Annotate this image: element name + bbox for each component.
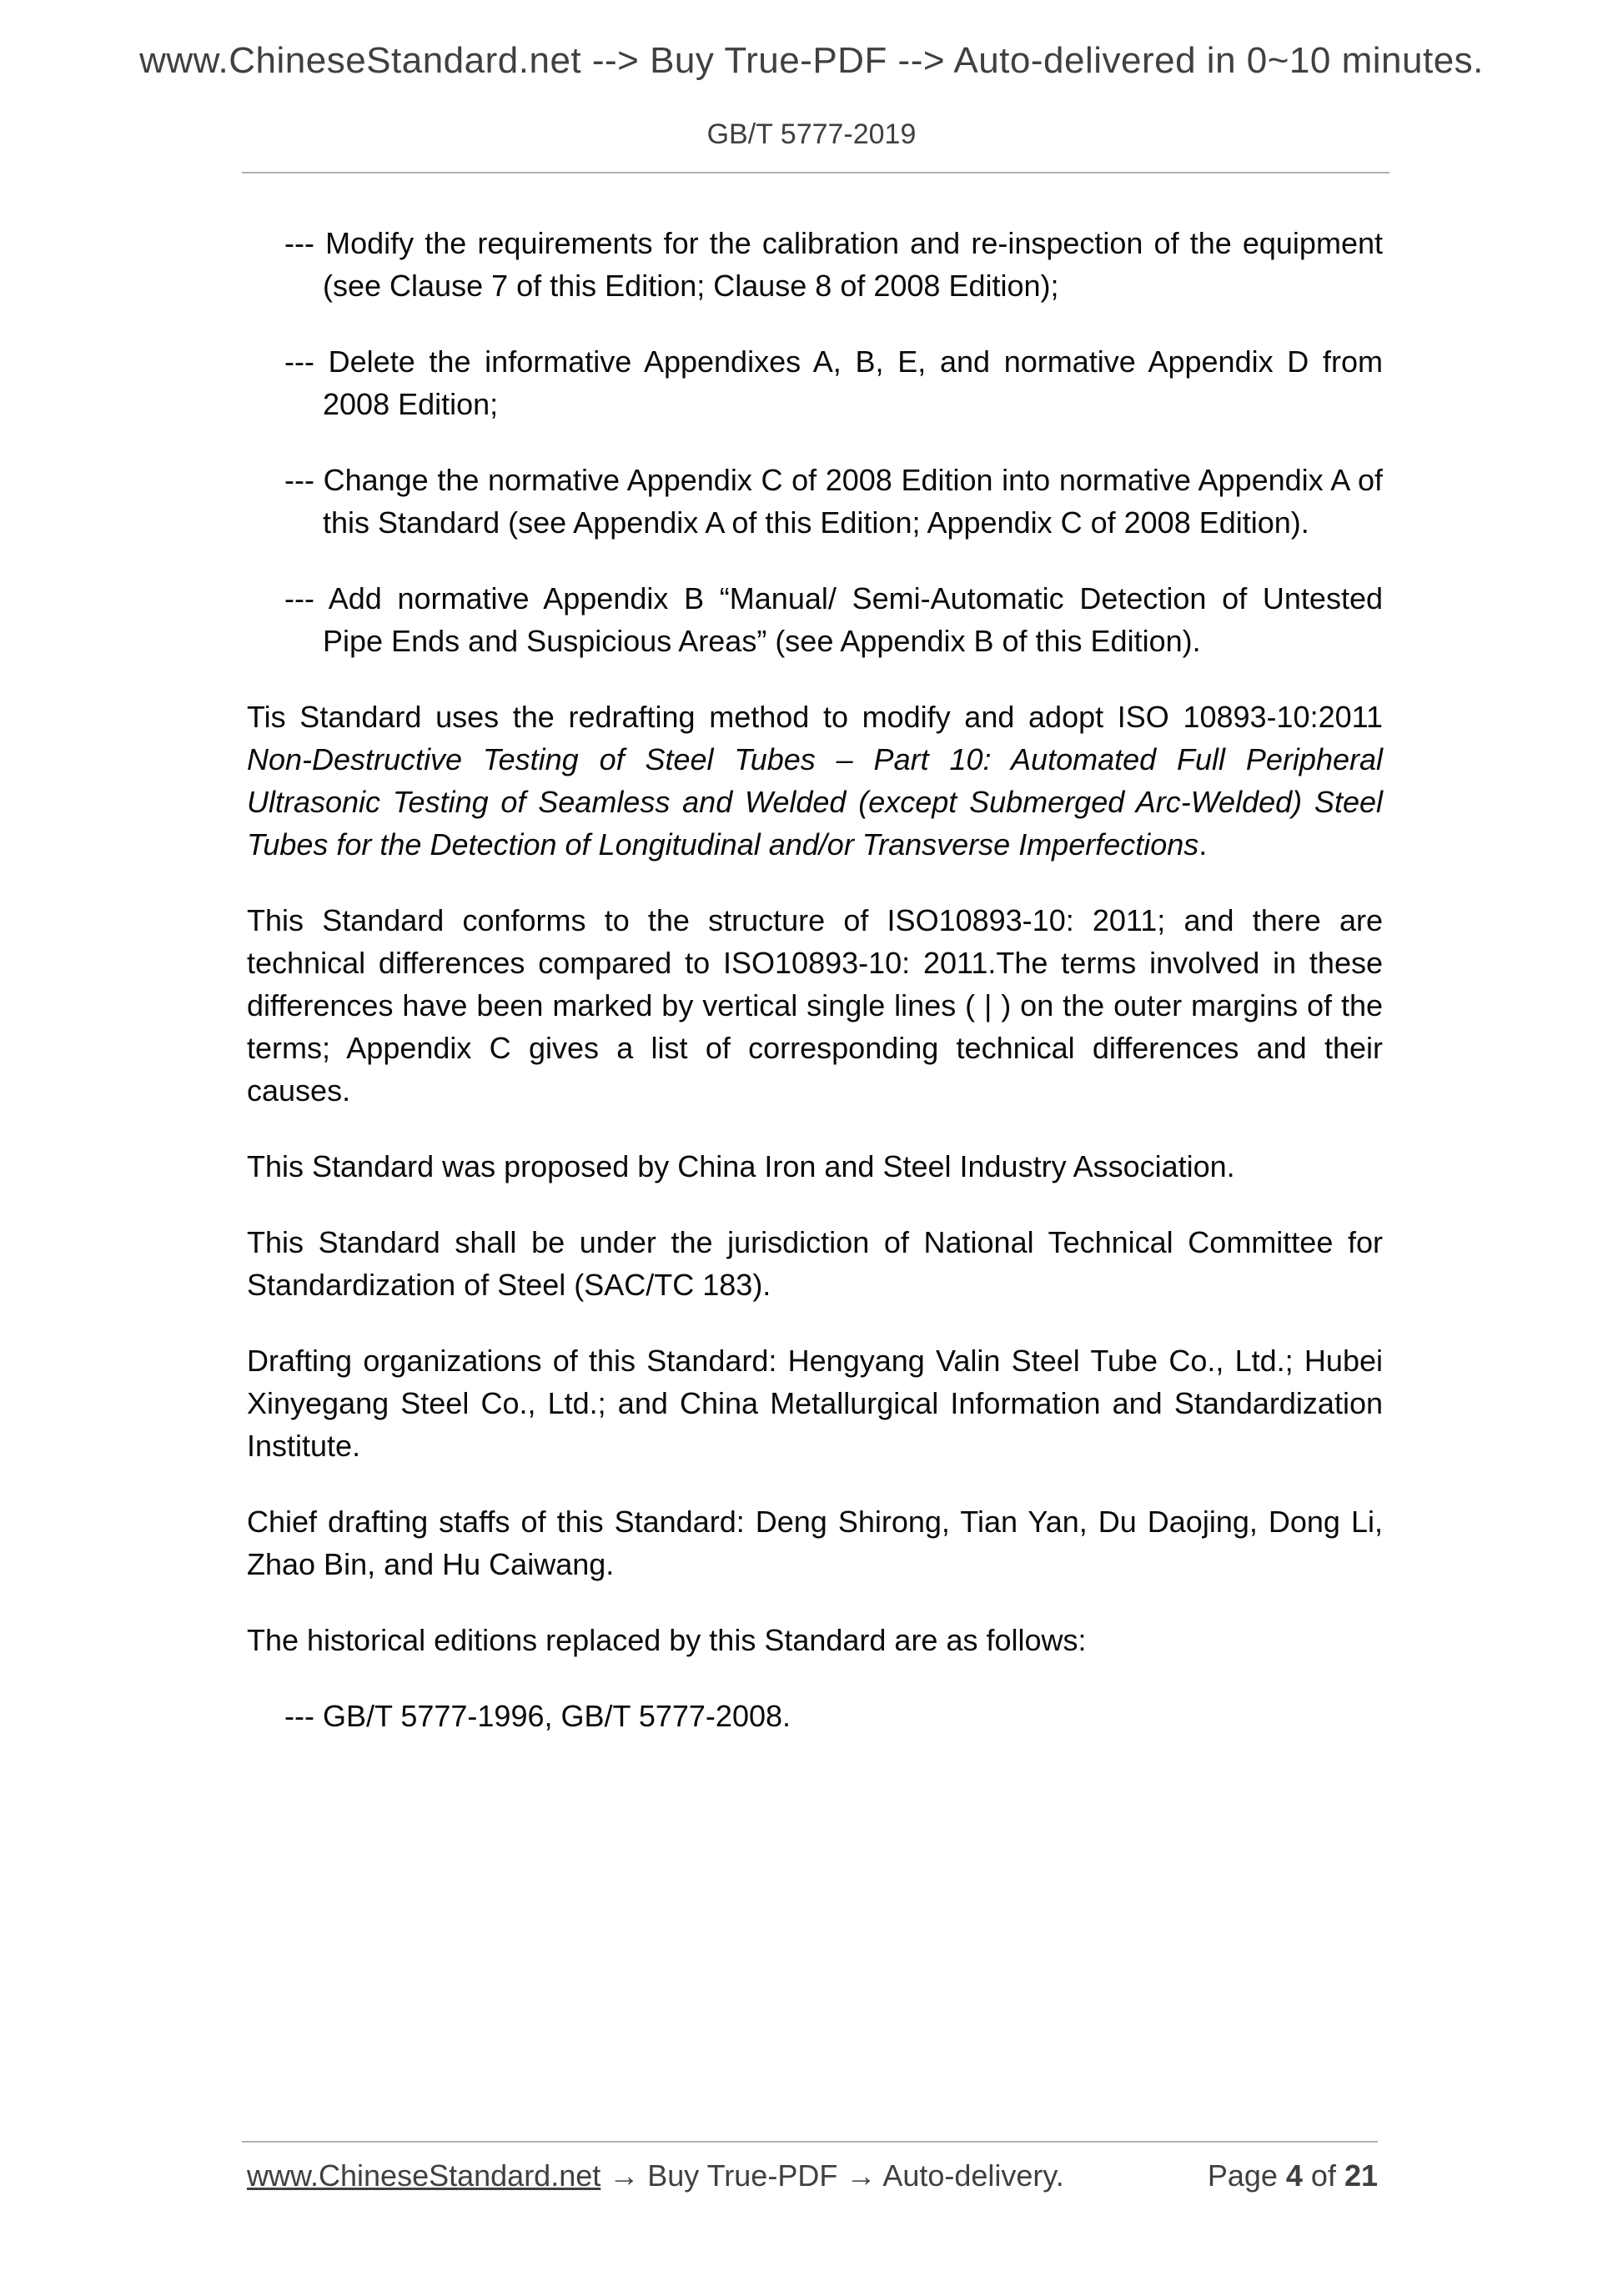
iso-standard-title: Non-Destructive Testing of Steel Tubes – Part 10: Automated Full Peripheral Ultrasonic Testing of Seamless and Welded (except Submerged Arc-Welded) Steel Tubes for the Detection of Longitudinal and/or Transverse Imperfections bbox=[247, 742, 1383, 862]
page-of: of bbox=[1302, 2158, 1344, 2193]
change-item: --- Add normative Appendix B “Manual/ Semi-Automatic Detection of Untested Pipe Ends and Suspicious Areas” (see Appendix B of this Edition). bbox=[284, 581, 1383, 658]
page-total: 21 bbox=[1344, 2158, 1378, 2193]
footer-promo-text: → Buy True-PDF → Auto-delivery. bbox=[600, 2158, 1064, 2193]
paragraph-jurisdiction: This Standard shall be under the jurisdiction of National Technical Committee for Standardization of Steel (SAC/TC 183). bbox=[247, 1225, 1383, 1302]
page-footer bbox=[247, 2158, 1378, 2193]
paragraph-drafting-organizations: Drafting organizations of this Standard: Hengyang Valin Steel Tube Co., Ltd.; Hubei Xinyegang Steel Co., Ltd.; and China Metallurgical Information and Standardization Institute. bbox=[247, 1344, 1383, 1463]
iso-lead-text: Tis Standard uses the redrafting method to modify and adopt ISO 10893-10:2011 bbox=[247, 700, 1383, 734]
paragraph-technical-differences: This Standard conforms to the structure of ISO10893-10: 2011; and there are technical differences compared to ISO10893-10: 2011.The terms involved in these differences have been marked by vertical single lines ( | ) on the outer margins of the terms; Appendix C gives a list of corresponding technical differences and their causes. bbox=[247, 903, 1383, 1108]
page-number bbox=[1208, 2158, 1378, 2193]
footer-promo bbox=[247, 2158, 1064, 2193]
header-divider bbox=[242, 172, 1389, 173]
page-label: Page bbox=[1207, 2158, 1286, 2193]
document-id: GB/T 5777-2019 bbox=[706, 118, 917, 150]
paragraph-proposed-by: This Standard was proposed by China Iron and Steel Industry Association. bbox=[247, 1149, 1235, 1183]
footer-site-link[interactable]: www.ChineseStandard.net bbox=[247, 2158, 601, 2193]
change-item: --- Change the normative Appendix C of 2008 Edition into normative Appendix A of this Standard (see Appendix A of this Edition; Appendix C of 2008 Edition). bbox=[284, 463, 1383, 540]
iso-adoption-paragraph bbox=[247, 696, 1383, 866]
top-banner: www.ChineseStandard.net --> Buy True-PDF --> Auto-delivered in 0~10 minutes. bbox=[139, 40, 1484, 81]
paragraph-chief-drafting-staff: Chief drafting staffs of this Standard: Deng Shirong, Tian Yan, Du Daojing, Dong Li, Zhao Bin, and Hu Caiwang. bbox=[247, 1505, 1383, 1581]
footer-divider bbox=[242, 2141, 1378, 2143]
change-item: --- Modify the requirements for the calibration and re-inspection of the equipment (see Clause 7 of this Edition; Clause 8 of 2008 Edition); bbox=[284, 226, 1383, 303]
iso-tail-text: . bbox=[1198, 827, 1208, 862]
page-content bbox=[247, 222, 1383, 1771]
change-item: --- Delete the informative Appendixes A, B, E, and normative Appendix D from 2008 Edition; bbox=[284, 344, 1383, 421]
page-current: 4 bbox=[1285, 2158, 1303, 2193]
paragraph-historical-editions: The historical editions replaced by this Standard are as follows: bbox=[247, 1623, 1087, 1657]
historical-edition-item: --- GB/T 5777-1996, GB/T 5777-2008. bbox=[284, 1699, 791, 1733]
